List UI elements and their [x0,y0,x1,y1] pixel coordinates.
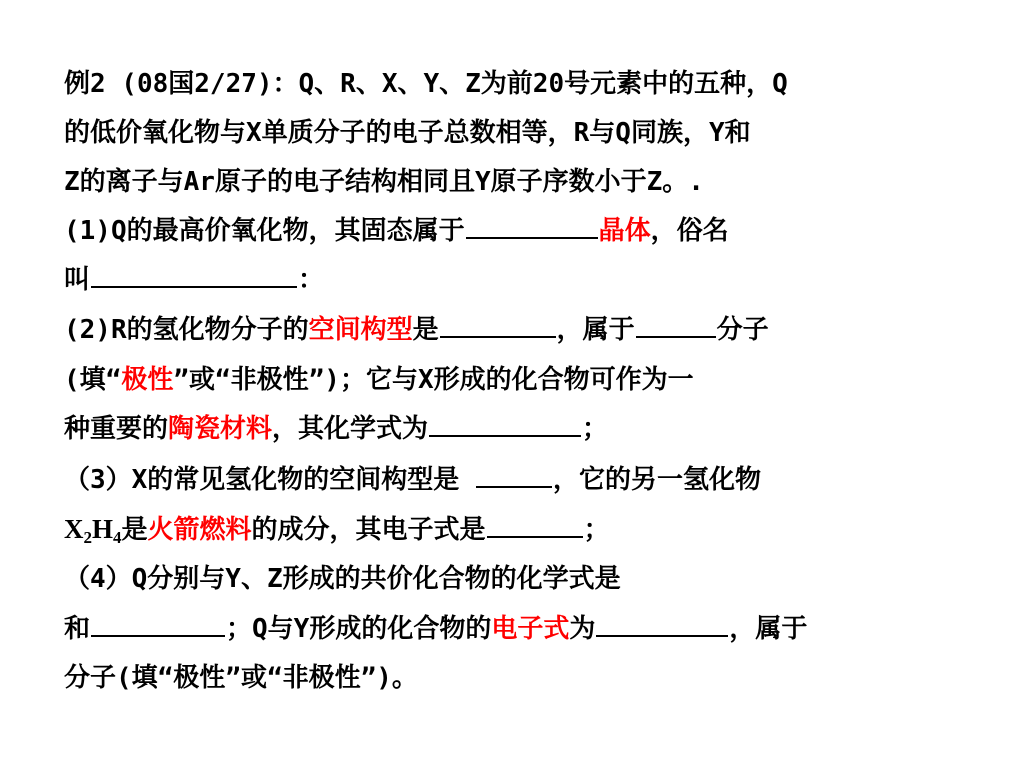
answer-blank-common-name [91,260,297,288]
answer-blank-crystal-type [466,211,598,239]
part-1-line-2 [64,256,324,304]
intro-text-2: 的低价氧化物与X单质分子的电子总数相等，R与Q同族，Y和 [64,118,751,148]
highlight-electron-formula: 电子式 [491,614,570,644]
answer-blank-chemical-formula [429,409,581,437]
part-1-line-1 [64,207,729,255]
question-intro-line-1 [64,60,788,108]
part-2-text-2: 是 [412,315,439,345]
part-2-text-6: ”或“非极性”)；它与X形成的化合物可作为一 [173,365,694,395]
formula-x2h4 [64,514,122,547]
part-4-text-4: 为 [569,614,596,644]
highlight-spatial-configuration: 空间构型 [308,315,413,345]
part-1-text-4: ： [298,265,325,295]
part-2-text-3: ，属于 [556,315,635,345]
intro-text-1: 例2 (08国2/27)：Q、R、X、Y、Z为前20号元素中的五种，Q [64,69,788,99]
answer-blank-polarity [636,310,716,338]
part-3-line-2 [64,505,610,553]
intro-text-3: Z的离子与Ar原子的电子结构相同且Y原子序数小于Z。. [64,167,704,197]
part-4-text-6: 分子(填“极性”或“非极性”)。 [64,663,418,693]
formula-x: X [64,514,84,544]
part-2-line-3 [64,405,608,453]
question-intro-line-3 [64,158,704,206]
answer-blank-configuration [440,310,556,338]
part-1-text-2: ，俗名 [650,216,729,246]
part-2-text-4: 分子 [716,315,769,345]
answer-blank-qy-electron-formula [596,609,728,637]
part-2-text-9: ； [582,414,609,444]
part-3-text: （3）X的常见氢化物的空间构型是 [64,465,475,495]
part-1-text-3: 叫 [64,265,91,295]
highlight-polar: 极性 [121,365,174,395]
part-4-line-3 [64,654,418,702]
highlight-crystal: 晶体 [598,216,651,246]
part-3-text-3: 是 [121,515,148,545]
part-2-text-8: ，其化学式为 [272,414,429,444]
part-1-text: (1)Q的最高价氧化物，其固态属于 [64,216,465,246]
part-2-text: (2)R的氢化物分子的 [64,315,309,345]
part-2-line-1 [64,306,769,354]
part-2-line-2 [64,356,694,404]
formula-x-subscript: 2 [83,528,92,547]
part-4-text: （4）Q分别与Y、Z形成的共价化合物的化学式是 [64,564,621,594]
answer-blank-electron-formula [487,510,583,538]
part-3-text-5: ； [583,515,610,545]
part-4-text-2: 和 [64,614,91,644]
answer-blank-hydride-configuration [476,460,552,488]
part-3-text-4: 的成分，其电子式是 [251,515,486,545]
part-3-text-2: ，它的另一氢化物 [552,465,761,495]
formula-h: H [92,514,114,544]
part-2-text-5: (填“ [64,365,122,395]
highlight-rocket-fuel: 火箭燃料 [147,515,252,545]
part-4-text-5: ，属于 [729,614,808,644]
highlight-ceramic-material: 陶瓷材料 [168,414,273,444]
question-intro-line-2 [64,109,751,157]
part-4-text-3: ；Q与Y形成的化合物的 [226,614,492,644]
formula-h-subscript: 4 [113,528,122,547]
part-4-line-1 [64,555,621,603]
answer-blank-covalent-formula [91,609,225,637]
part-4-line-2 [64,605,807,653]
part-3-line-1 [64,456,761,504]
part-2-text-7: 种重要的 [64,414,169,444]
